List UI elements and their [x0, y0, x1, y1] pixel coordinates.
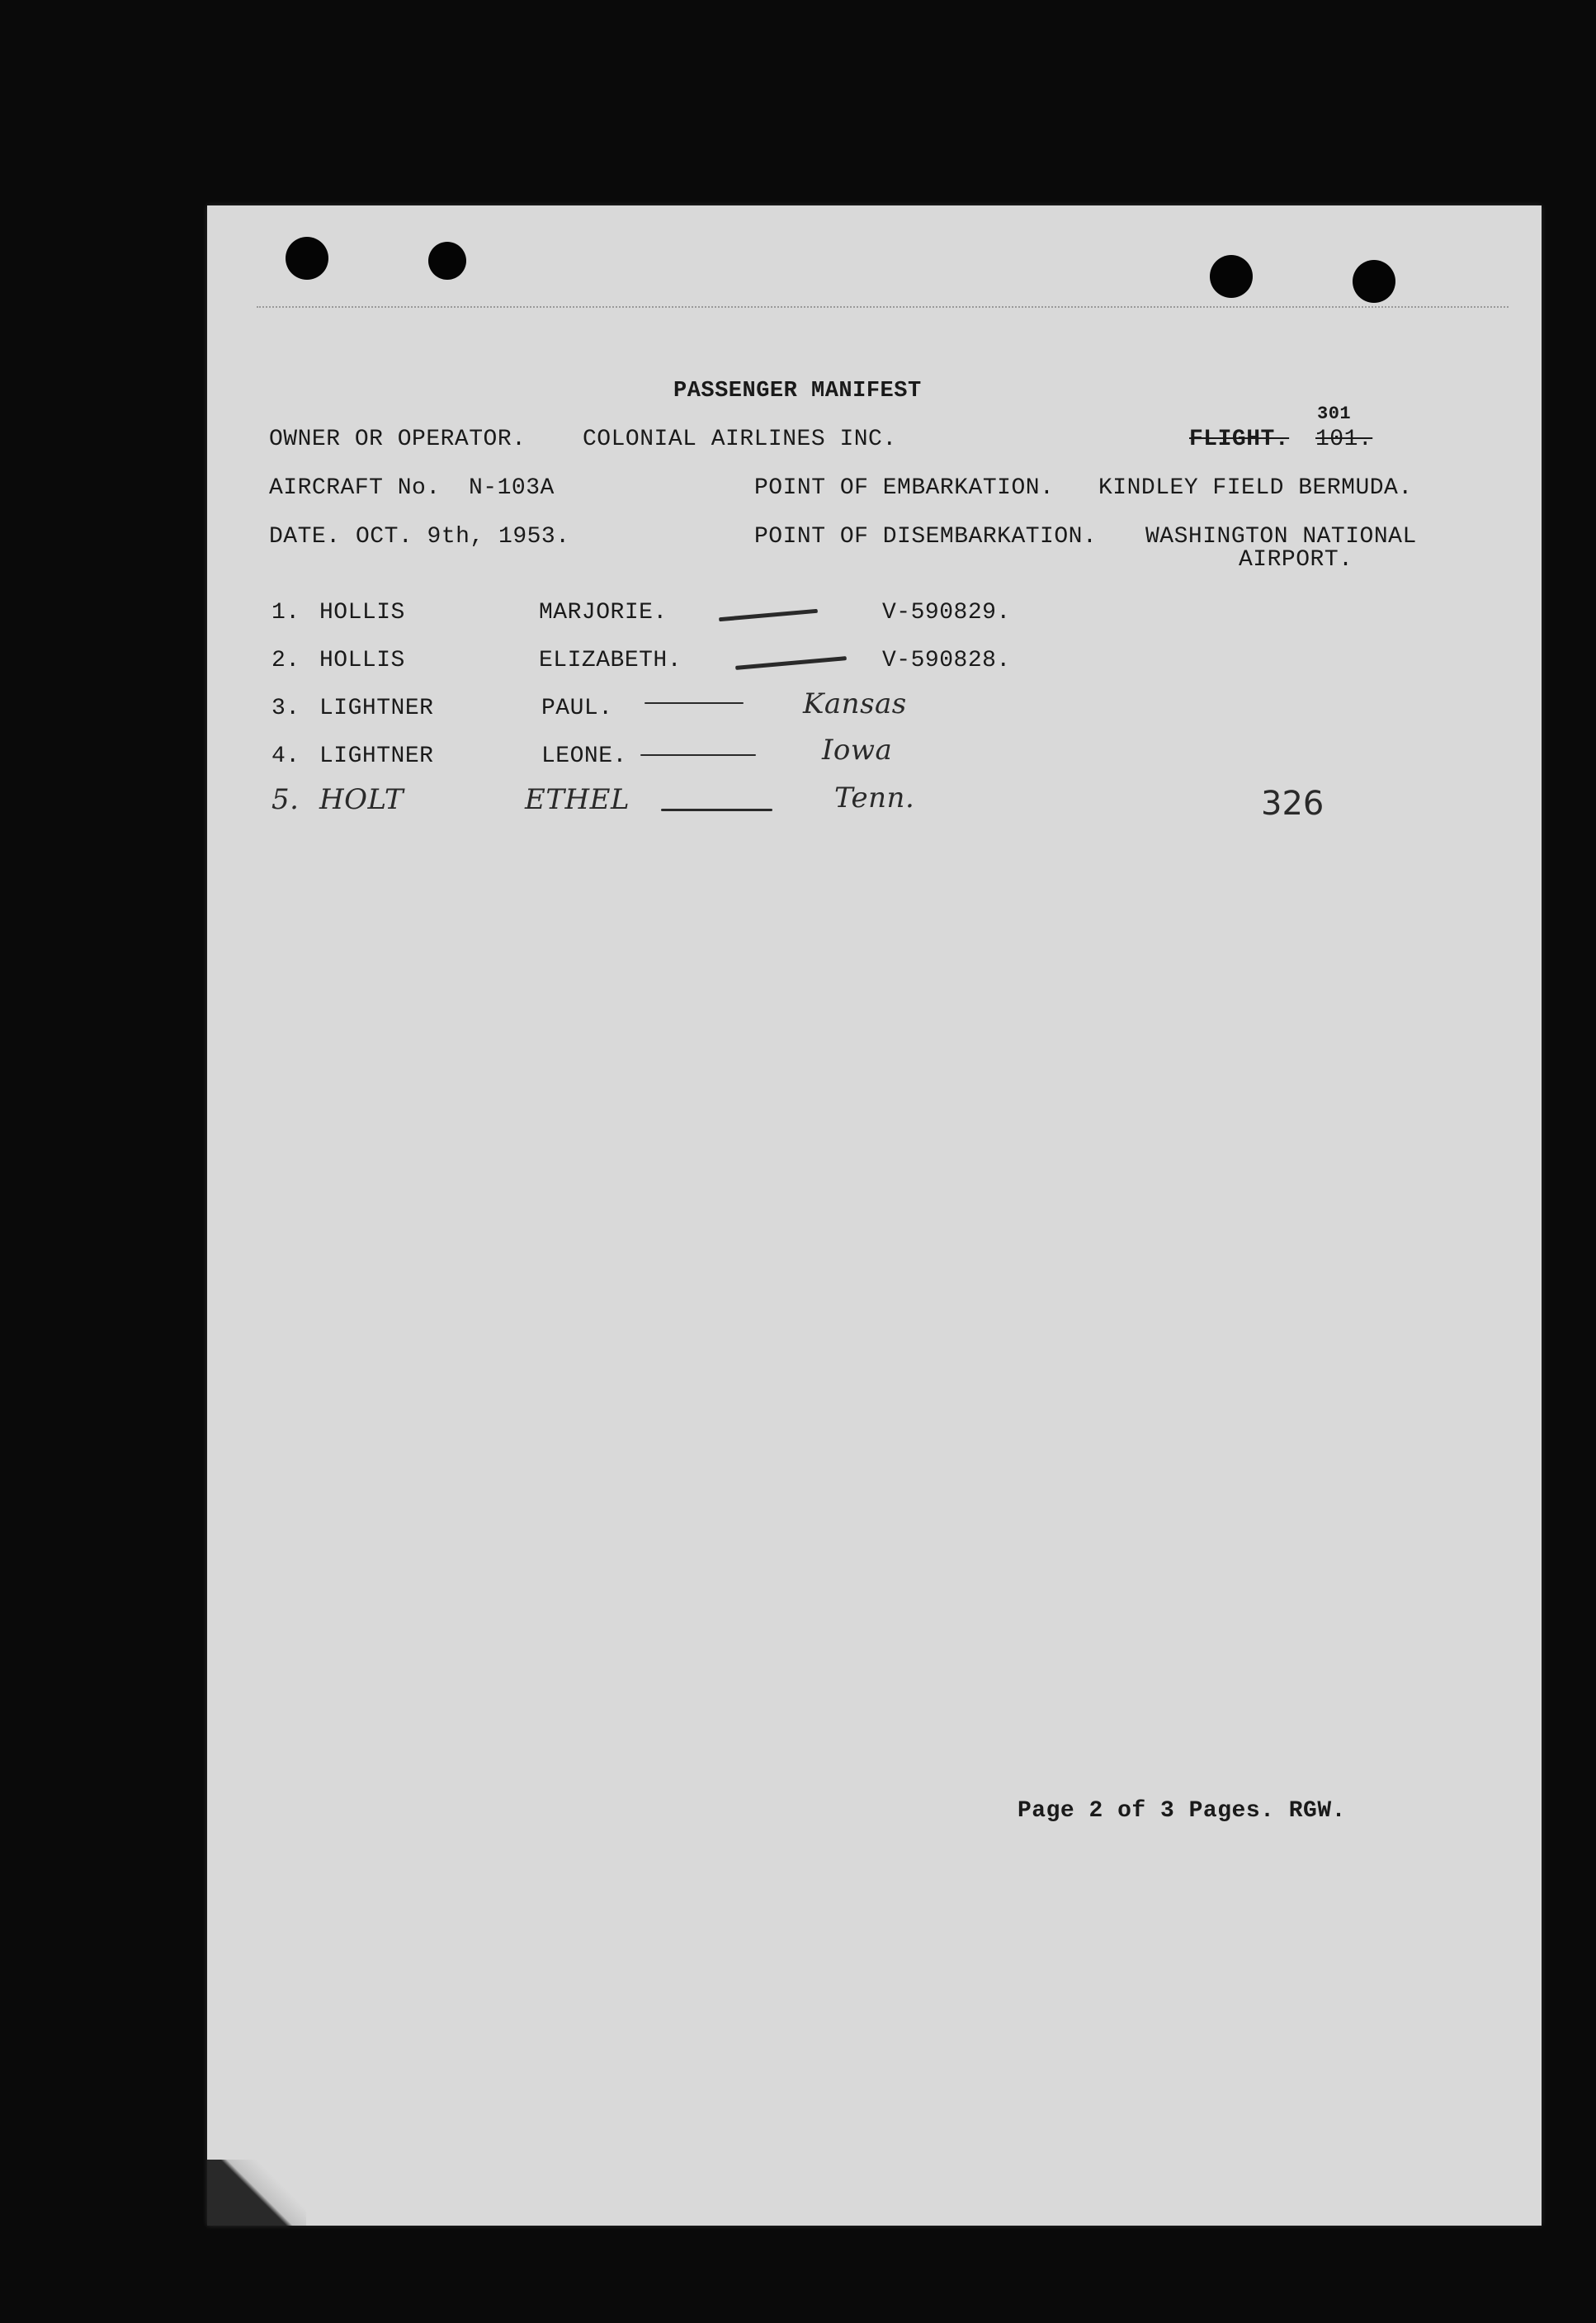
aircraft-label: AIRCRAFT No. — [269, 475, 441, 501]
passenger-surname: LIGHTNER — [319, 744, 434, 769]
passenger-detail: V-590829. — [882, 600, 1011, 626]
aircraft-value: N-103A — [469, 475, 555, 501]
passenger-dash — [661, 809, 772, 811]
disembarkation-label: POINT OF DISEMBARKATION. — [754, 524, 1098, 550]
passenger-surname: LIGHTNER — [319, 696, 434, 721]
flight-number-overwrite: 301 — [1317, 404, 1352, 424]
flight-label: FLIGHT. — [1189, 427, 1290, 452]
punch-hole — [428, 242, 466, 280]
owner-value: COLONIAL AIRLINES INC. — [583, 427, 897, 452]
passenger-given-name: PAUL. — [541, 696, 613, 721]
date-value: OCT. 9th, 1953. — [356, 524, 570, 550]
disembarkation-value-line2: AIRPORT. — [1239, 547, 1353, 573]
punch-hole — [1353, 260, 1395, 303]
passenger-detail: Kansas — [803, 687, 907, 720]
passenger-given-name: ELIZABETH. — [539, 648, 682, 673]
passenger-dash — [645, 702, 744, 704]
punch-hole — [1210, 255, 1253, 298]
passenger-surname: HOLLIS — [319, 600, 405, 626]
passenger-given-name: MARJORIE. — [539, 600, 668, 626]
punch-hole — [286, 237, 328, 280]
passenger-dash — [735, 656, 847, 670]
passenger-number: 3. — [272, 696, 300, 721]
passenger-number: 1. — [272, 600, 300, 626]
embarkation-value: KINDLEY FIELD BERMUDA. — [1098, 475, 1413, 501]
owner-label: OWNER OR OPERATOR. — [269, 427, 526, 452]
passenger-surname: HOLLIS — [319, 648, 405, 673]
passenger-number: 2. — [272, 648, 300, 673]
stamp-number: 326 — [1261, 785, 1324, 823]
page-footer: Page 2 of 3 Pages. RGW. — [1018, 1798, 1346, 1824]
passenger-dash — [719, 609, 818, 621]
passenger-detail: Tenn. — [834, 781, 915, 814]
passenger-surname: HOLT — [319, 783, 404, 816]
passenger-dash — [640, 754, 756, 756]
perforation-line — [257, 306, 1509, 308]
passenger-detail: Iowa — [822, 734, 893, 767]
manifest-sheet — [207, 205, 1542, 2226]
page-title: PASSENGER MANIFEST — [673, 379, 922, 404]
date-label: DATE. — [269, 524, 341, 550]
passenger-given-name: ETHEL — [525, 783, 630, 816]
embarkation-label: POINT OF EMBARKATION. — [754, 475, 1055, 501]
passenger-detail: V-590828. — [882, 648, 1011, 673]
flight-number: 101. — [1315, 427, 1373, 452]
passenger-given-name: LEONE. — [541, 744, 627, 769]
passenger-number: 4. — [272, 744, 300, 769]
disembarkation-value: WASHINGTON NATIONAL — [1145, 524, 1417, 550]
passenger-number: 5. — [272, 783, 300, 816]
